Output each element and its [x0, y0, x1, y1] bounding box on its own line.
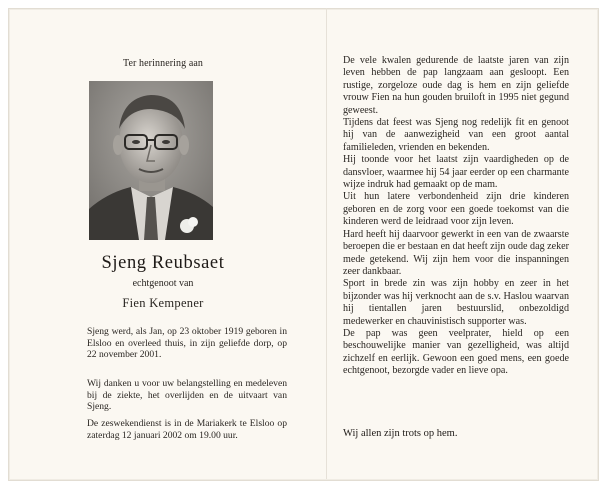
thanks-paragraph: Wij danken u voor uw belangstelling en medeleven bij de ziekte, het overlijden en de uitvaart van Sjeng. [87, 378, 287, 413]
bio-paragraph: Sjeng werd, als Jan, op 23 oktober 1919 geboren in Elsloo en overleed thuis, in zijn geliefde dorp, op 22 november 2001. [87, 326, 287, 361]
paragraph: Hard heeft hij daarvoor gewerkt in een van de zwaarste beroepen die er bestaan en dat heeft zijn oude dag zeker mede getekend. Wij zijn hem voor die inspanningen zeer dankbaar. [343, 228, 569, 277]
paragraph: Uit hun latere verbondenheid zijn drie kinderen geboren en de zorg voor een goede toekomst van die kinderen werd de leidraad voor zijn leven. [343, 191, 569, 228]
closing-line: Wij allen zijn trots op hem. [343, 428, 458, 439]
paragraph: Hij toonde voor het laatst zijn vaardigheden op de dansvloer, waarmee hij 54 jaar eerder op een charmante wijze indruk had gemaakt op de mam. [343, 154, 569, 191]
mass-notice-paragraph: De zeswekendienst is in de Mariakerk te Elsloo op zaterdag 12 januari 2002 om 19.00 uur. [87, 418, 287, 441]
spouse-name: Fien Kempener [122, 296, 204, 310]
paragraph: Tijdens dat feest was Sjeng nog redelijk fit en genoot hij van de aanwezigheid van een groot aantal familieleden, vrienden en bekenden. [343, 117, 569, 153]
right-panel-text [343, 55, 569, 378]
paragraph: De pap was geen veelprater, hield op een beschouwelijke manier van gezelligheid, was altijd zichzelf en eerlijk. Gewoon een goed mens, een goede echtgenoot, bezorgde vader en lieve opa. [343, 327, 569, 377]
spouse-label: echtgenoot van [132, 278, 194, 289]
paragraph: Sport in brede zin was zijn hobby en zeer in het bijzonder was hij verknocht aan de s.v. Haslou waarvan hij tientallen jaren bestuurslid, onbezoldigd medewerker en chauvinistisch supporter was. [343, 278, 569, 327]
portrait-image [89, 81, 213, 240]
deceased-name: Sjeng Reubsaet [101, 253, 225, 273]
card-fold-line [326, 8, 327, 479]
intro-text: Ter herinnering aan [122, 58, 204, 69]
portrait-photo [89, 81, 213, 240]
paragraph: De vele kwalen gedurende de laatste jaren van zijn leven hebben de pap langzaam aan gesloopt. Een rustige, zorgeloze oude dag is hem en zijn geliefde vrouw Fien na hun gouden bruiloft in 1995 niet gegund geweest. [343, 55, 569, 116]
